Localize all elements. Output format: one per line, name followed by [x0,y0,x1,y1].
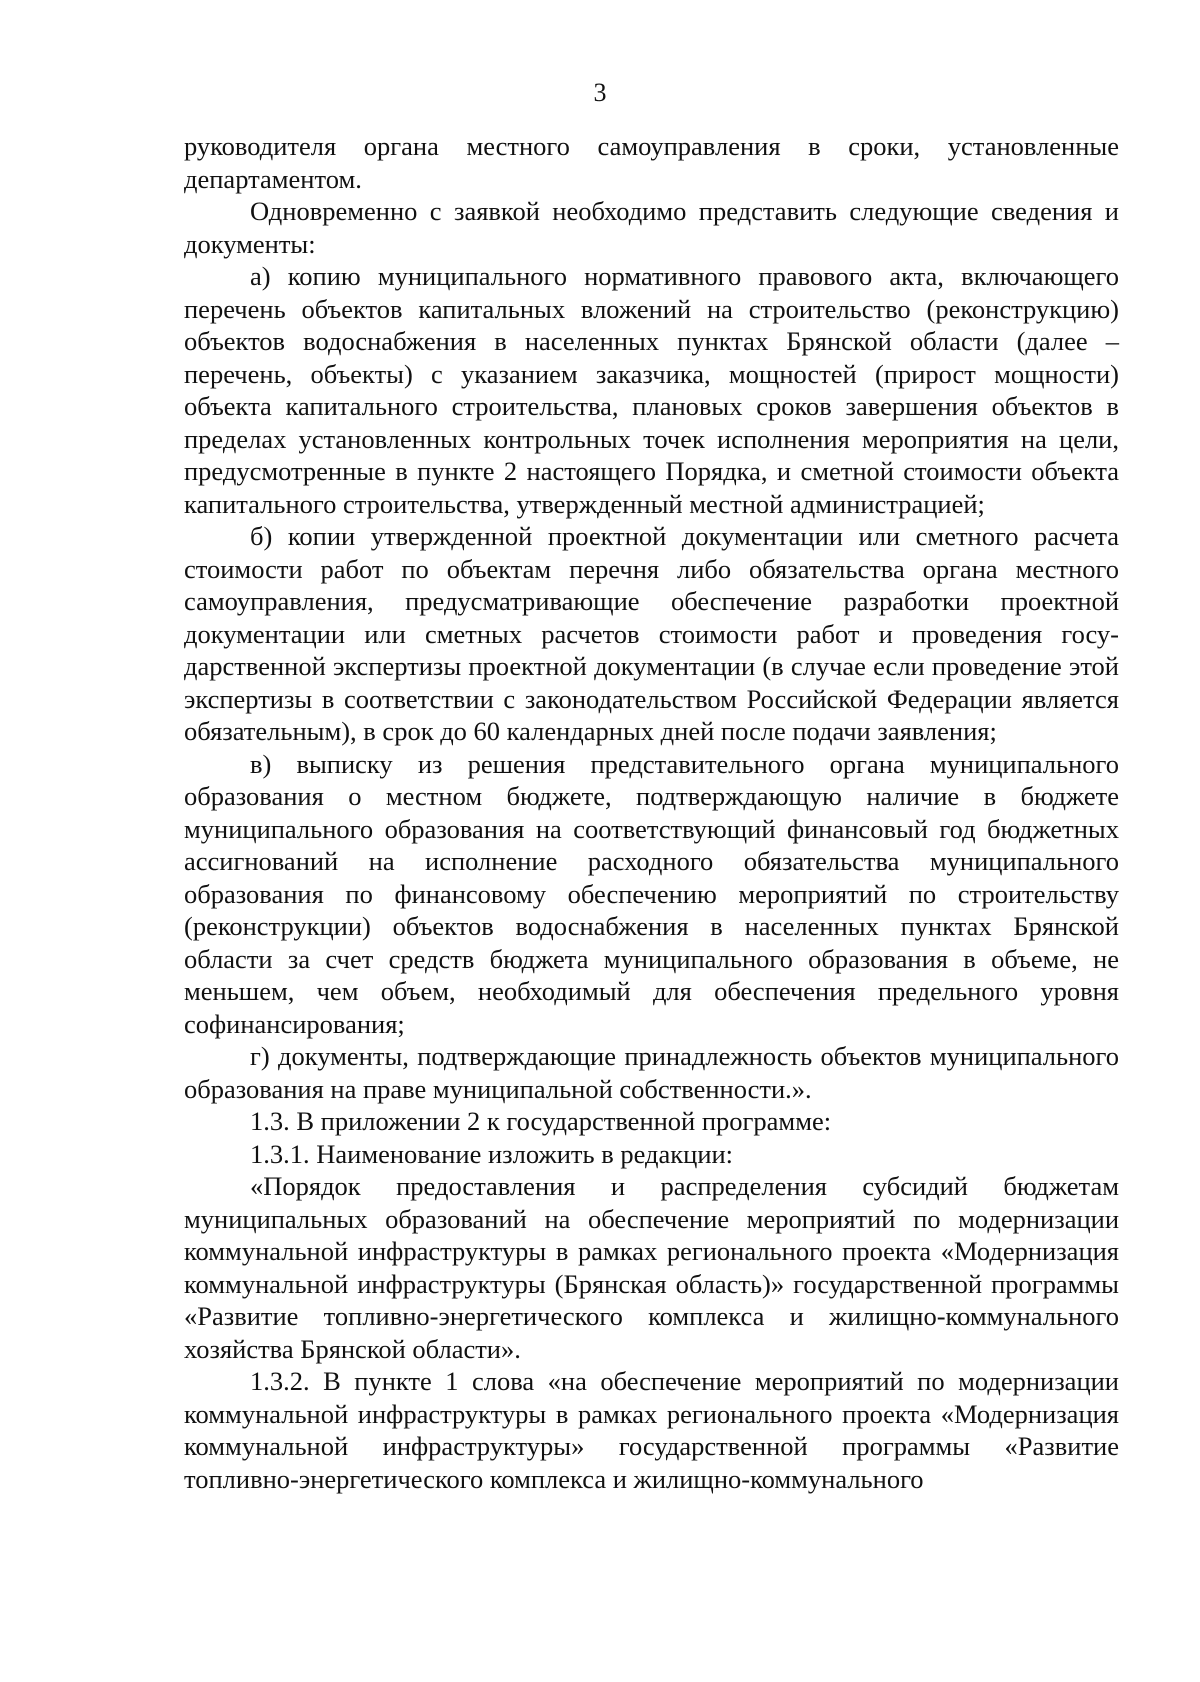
paragraph: Одновременно с заявкой необходимо представить следующие сведения и документы: [184,196,1119,259]
paragraph: 1.3.2. В пункте 1 слова «на обеспечение мероприятий по модернизации коммунальной инфраструктуры в рамках регионального проекта «Модернизация коммунальной инфраструктуры» государственной программы «Развитие топливно-энергетического комплекса и жилищно-коммунального [184,1366,1119,1494]
paragraph: г) документы, подтверждающие принадлежность объектов муниципального образования на праве муниципальной собственности.». [184,1041,1119,1104]
paragraph: «Порядок предоставления и распределения субсидий бюджетам муниципальных образований на обеспечение мероприятий по модернизации коммунальной инфраструктуры в рамках регионального проекта «Модернизация коммунальной инфраструктуры (Брянская область)» государственной программы «Развитие топливно-энергетического комплекса и жилищно-коммунального хозяйства Брянской области». [184,1171,1119,1364]
paragraph: 1.3.1. Наименование изложить в редакции: [250,1138,734,1169]
paragraph: а) копию муниципального нормативного правового акта, включающего перечень объектов капитальных вложений на строительство (реконструкцию) объектов водоснабжения в населенных пунктах Брянской области (далее – перечень, объекты) с указанием заказчика, мощностей (прирост мощности) объекта капитального строительства, плановых сроков завершения объектов в пределах установленных контрольных точек исполнения мероприятия на цели, предусмотренные в пункте 2 настоящего Порядка, и сметной стоимости объекта капитального строительства, утвержденный местной администрацией; [184,261,1119,519]
document-body [184,130,1119,1495]
paragraph: руководителя органа местного самоуправления в сроки, установленные департаментом. [184,131,1119,194]
paragraph: б) копии утвержденной проектной документации или сметного расчета стоимости работ по объектам перечня либо обязательства органа местного самоуправления, предусматривающие обеспечение разработки проектной документации или сметных расчетов стоимости работ и проведения государственной экспертизы проектной документации (в случае если проведение этой экспертизы в соответствии с законодательством Российской Федерации является обязательным), в срок до 60 календарных дней после подачи заявления; [184,521,1119,746]
page-number: 3 [593,78,607,107]
paragraph: 1.3. В приложении 2 к государственной программе: [250,1106,832,1136]
paragraph: в) выписку из решения представительного органа муниципального образования о местном бюджете, подтверждающую наличие в бюджете муниципального образования на соответствующий финансовый год бюджетных ассигнований на исполнение расходного обязательства муниципального образования по финансовому обеспечению мероприятий по строительству (реконструкции) объектов водоснабжения в населенных пунктах Брянской области за счет средств бюджета муниципального образования в объеме, не меньшем, чем объем, необходимый для обеспечения предельного уровня софинансирования; [184,748,1119,1039]
